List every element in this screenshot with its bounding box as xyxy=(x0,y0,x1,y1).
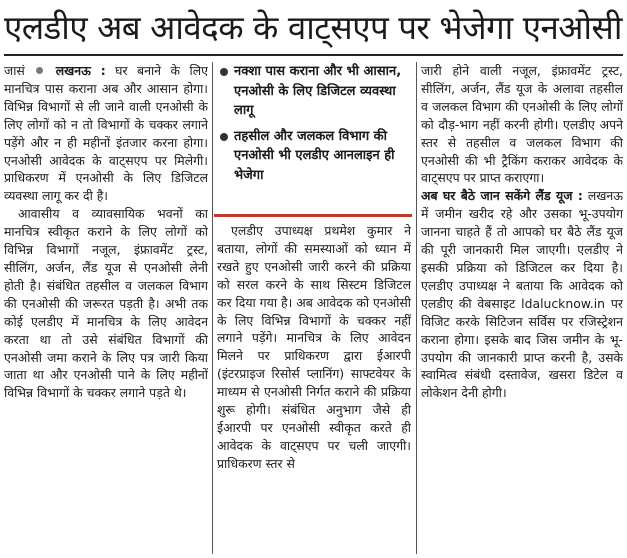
col1-para2: आवासीय व व्यावसायिक भवनों का मानचित्र स्वीकृत कराने के लिए लोगों को विभिन्न विभागों नजूल, इंफ्रावमेंट ट्रस्ट, सीलिंग, अर्जन, लैंड यूज से एनओसी लेनी होती है। संबंधित तहसील व जलकल विभाग की एनओसी की जरूरत पड़ती है। अभी तक कोई एलडीए में मानचित्र के लिए आवेदन करता था तो उसे संबंधित विभागों की एनओसी जमा कराने के लिए पत्र जारी किया जाता था और एनओसी पाने के लिए महीनों विभिन्न विभागों के चक्कर लगाने पड़ते थे। xyxy=(4,206,208,401)
highlight-text: नक्शा पास कराना और भी आसान, एनओसी के लिए डिजिटल व्यवस्था लागू xyxy=(234,64,402,118)
headline: एलडीए अब आवेदक के वाट्सएप पर भेजेगा एनओसी xyxy=(4,8,622,47)
bullet-icon xyxy=(220,133,228,141)
column-divider xyxy=(212,62,213,554)
col3-para1: जारी होने वाली नजूल, इंफ्रावमेंट ट्रस्ट, सीलिंग, अर्जन, लैंड यूज के अलावा तहसील व जलकल विभाग की एनओसी के लिए लोगों को दौड़-भाग नहीं करनी होगी। एलडीए अपने स्तर से तहसील व जलकल विभाग की एनओसी की भी ट्रैकिंग कराकर आवेदक के वाट्सएप पर प्राप्त कराएगा। xyxy=(421,63,623,186)
subhead: अब घर बैठे जान सकेंगे लैंड यूज : xyxy=(421,188,583,204)
col3-para2-text: लखनऊ में जमीन खरीद रहे और उसका भू-उपयोग जानना चाहते हैं तो आपको घर बैठे लैंड यूज की पूरी जानकारी मिल जाएगी। एलडीए ने इसकी प्रक्रिया को डिजिटल कर दिया है। एलडीए उपाध्यक्ष ने बताया कि आवेदक को एलडीए की वेबसाइट ldalucknow.in पर विजिट करके सिटिजन सर्विस पर रजिस्ट्रेशन कराना होगा। इसके बाद जिस जमीन के भू-उपयोग की जानकारी प्राप्त करनी है, उसके स्वामित्व संबंधी दस्तावेज, खसरा डिटेल व लोकेशन देनी होगी। xyxy=(421,188,623,401)
headline-rule xyxy=(4,54,623,56)
bullet-icon xyxy=(220,68,228,76)
column-3 xyxy=(421,62,623,554)
highlight-text: तहसील और जलकल विभाग की एनओसी भी एलडीए आनलाइन ही भेजेगा xyxy=(234,128,395,183)
dateline-city: जासं xyxy=(4,63,25,78)
column-2 xyxy=(217,222,411,554)
highlight-item xyxy=(218,62,408,121)
col2-para1: एलडीए उपाध्यक्ष प्रथमेश कुमार ने बताया, लोगों की समस्याओं को ध्यान में रखते हुए एनओसी जारी करने की प्रक्रिया को सरल करने के साथ सिस्टम डिजिटल कर दिया गया है। अब आवेदक को एनओसी के लिए विभिन्न विभागों के चक्कर नहीं लगाने पड़ेंगे। मानचित्र के लिए आवेदन मिलने पर प्राधिकरण द्वारा ईआरपी (इंटरप्राइज रिसोर्स प्लानिंग) साफ्टवेयर के माध्यम से एनओसी निर्गत कराने की प्रक्रिया शुरू होगी। संबंधित अनुभाग जैसे ही ईआरपी पर एनओसी स्वीकृत करते ही आवेदक के वाट्सएप पर चली जाएगी। प्राधिकरण स्तर से xyxy=(217,223,411,471)
col1-para1-text: घर बनाने के लिए मानचित्र पास कराना अब और आसान होगा। विभिन्न विभागों से ली जाने वाली एनओसी के लिए लोगों को न तो विभागों के चक्कर लगाने पड़ेंगे और न ही महीनों इंतजार करना होगा। एनओसी आवेदक के वाट्सएप पर मिलेगी। प्राधिकरण में एनओसी के लिए डिजिटल व्यवस्था लागू कर दी है। xyxy=(4,63,208,204)
bullet-icon xyxy=(36,67,43,74)
col1-para1 xyxy=(4,62,208,205)
highlights-box xyxy=(218,62,408,210)
highlight-rule xyxy=(214,214,412,217)
column-1 xyxy=(4,62,208,554)
col3-para2 xyxy=(421,187,623,402)
highlight-item xyxy=(218,127,408,186)
column-divider xyxy=(416,62,417,554)
dateline-place: लखनऊ : xyxy=(55,63,106,78)
